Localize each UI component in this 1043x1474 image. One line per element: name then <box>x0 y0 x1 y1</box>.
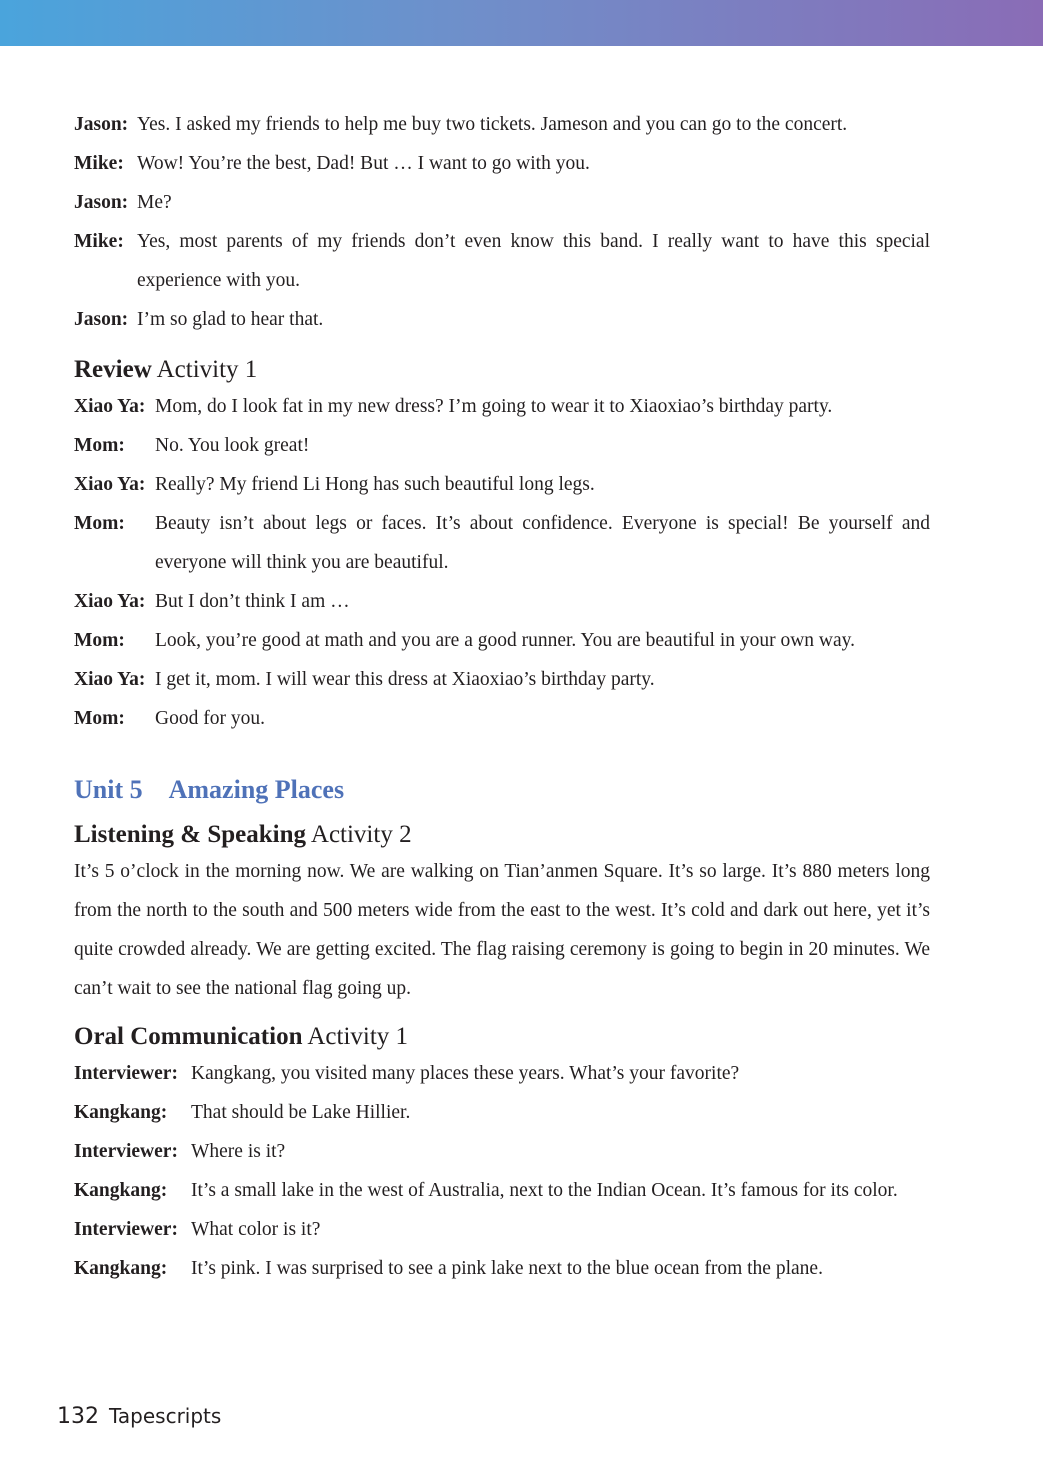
speaker-name: Xiao Ya: <box>74 591 146 612</box>
dialogue-text: That should be Lake Hillier. <box>191 1102 411 1123</box>
speaker-name: Mom: <box>74 435 125 456</box>
dialogue-text: It’s pink. I was surprised to see a pink lake next to the blue ocean from the plane. <box>191 1258 823 1279</box>
unit-name: Amazing Places <box>168 775 345 804</box>
speaker-name: Interviewer: <box>74 1219 178 1240</box>
dialogue-line <box>74 144 930 183</box>
speaker-name: Kangkang: <box>74 1180 168 1201</box>
dialogue-line <box>74 222 930 300</box>
dialogue-line <box>74 699 930 738</box>
dialogue-line <box>74 387 930 426</box>
speaker-name: Interviewer: <box>74 1141 178 1162</box>
dialogue-text: Really? My friend Li Hong has such beautiful long legs. <box>155 474 595 495</box>
speaker-name: Kangkang: <box>74 1102 168 1123</box>
dialogue-line <box>74 465 930 504</box>
dialogue-text: Mom, do I look fat in my new dress? I’m going to wear it to Xiaoxiao’s birthday party. <box>155 396 833 417</box>
speaker-name: Mom: <box>74 630 125 651</box>
speaker-name: Mom: <box>74 513 125 534</box>
speaker-name: Xiao Ya: <box>74 669 146 690</box>
dialogue-line <box>74 621 930 660</box>
heading-bold-part: Oral Communication <box>74 1023 303 1050</box>
heading-activity-part: Activity 1 <box>307 1023 409 1050</box>
dialogue-line <box>74 1210 930 1249</box>
dialogue-line <box>74 660 930 699</box>
heading-bold-part: Review <box>74 356 152 383</box>
section-heading-review <box>74 353 930 387</box>
speaker-name: Jason: <box>74 192 129 213</box>
dialogue-line <box>74 183 930 222</box>
speaker-name: Mom: <box>74 708 125 729</box>
speaker-name: Xiao Ya: <box>74 396 146 417</box>
dialogue-text: I’m so glad to hear that. <box>137 309 324 330</box>
dialogue-line <box>74 504 930 582</box>
unit-title <box>74 772 930 808</box>
dialogue-line <box>74 1249 930 1288</box>
speaker-name: Xiao Ya: <box>74 474 146 495</box>
dialogue-oral <box>74 1054 930 1288</box>
page-footer <box>57 1404 221 1429</box>
section-heading-oral <box>74 1020 930 1054</box>
dialogue-line <box>74 1093 930 1132</box>
speaker-name: Mike: <box>74 153 124 174</box>
dialogue-text: What color is it? <box>191 1219 321 1240</box>
dialogue-text: I get it, mom. I will wear this dress at Xiaoxiao’s birthday party. <box>155 669 655 690</box>
header-color-band <box>0 0 1043 46</box>
dialogue-jason-mike <box>74 105 930 339</box>
dialogue-line <box>74 105 930 144</box>
page-number: 132 <box>57 1404 99 1429</box>
dialogue-text: Wow! You’re the best, Dad! But … I want to go with you. <box>137 153 590 174</box>
speaker-name: Interviewer: <box>74 1063 178 1084</box>
dialogue-line <box>74 1171 930 1210</box>
heading-activity-part: Activity 1 <box>156 356 258 383</box>
listening-paragraph: It’s 5 o’clock in the morning now. We are walking on Tian’anmen Square. It’s so large. It’s 880 meters long from the north to the south and 500 meters wide from the east to the west. It’s cold and dark out here, yet it’s quite crowded already. We are getting excited. The flag raising ceremony is going to begin in 20 minutes. We can’t wait to see the national flag going up. <box>74 861 930 999</box>
heading-bold-part: Listening & Speaking <box>74 821 307 848</box>
dialogue-text: Beauty isn’t about legs or faces. It’s about confidence. Everyone is special! Be yourself and everyone will think you are beautiful. <box>155 513 930 573</box>
dialogue-text: But I don’t think I am … <box>155 591 350 612</box>
page-content <box>74 105 930 1288</box>
dialogue-text: Yes. I asked my friends to help me buy two tickets. Jameson and you can go to the concert. <box>137 114 848 135</box>
dialogue-line <box>74 1054 930 1093</box>
speaker-name: Jason: <box>74 114 129 135</box>
speaker-name: Mike: <box>74 231 124 252</box>
dialogue-line <box>74 582 930 621</box>
dialogue-text: It’s a small lake in the west of Australia, next to the Indian Ocean. It’s famous for its color. <box>191 1180 898 1201</box>
heading-activity-part: Activity 2 <box>310 821 412 848</box>
footer-label: Tapescripts <box>109 1404 222 1428</box>
dialogue-text: Me? <box>137 192 172 213</box>
dialogue-text: Where is it? <box>191 1141 286 1162</box>
speaker-name: Kangkang: <box>74 1258 168 1279</box>
dialogue-line <box>74 300 930 339</box>
dialogue-text: Kangkang, you visited many places these years. What’s your favorite? <box>191 1063 740 1084</box>
dialogue-review <box>74 387 930 738</box>
speaker-name: Jason: <box>74 309 129 330</box>
dialogue-text: No. You look great! <box>155 435 310 456</box>
unit-number: Unit 5 <box>74 775 143 804</box>
dialogue-text: Yes, most parents of my friends don’t even know this band. I really want to have this special experience with you. <box>137 231 930 291</box>
dialogue-text: Look, you’re good at math and you are a good runner. You are beautiful in your own way. <box>155 630 856 651</box>
dialogue-line <box>74 426 930 465</box>
dialogue-line <box>74 1132 930 1171</box>
dialogue-text: Good for you. <box>155 708 265 729</box>
section-heading-listening <box>74 818 930 852</box>
